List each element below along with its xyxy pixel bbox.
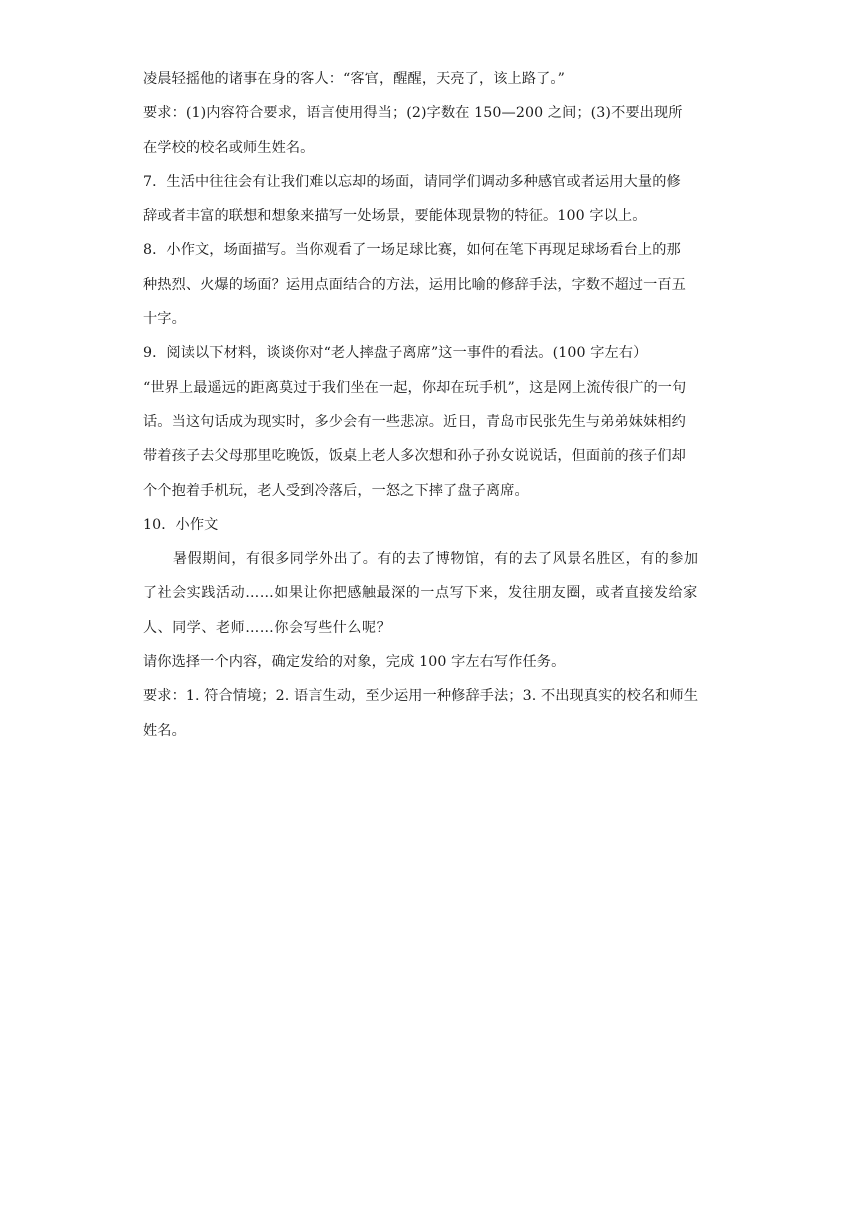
document-body	[143, 62, 723, 748]
material-line: 带着孩子去父母那里吃晚饭，饭桌上老人多次想和孙子孙女说说话，但面前的孩子们却	[143, 448, 686, 465]
text-line: 辞或者丰富的联想和想象来描写一处场景，要能体现景物的特征。100 字以上。	[143, 208, 647, 225]
question-7-line: 7．生活中往往会有让我们难以忘却的场面，请同学们调动多种感官或者运用大量的修	[143, 173, 681, 190]
requirement-line: 要求：1. 符合情境；2. 语言生动，至少运用一种修辞手法；3. 不出现真实的校名和师生	[143, 688, 699, 705]
text-line: 凌晨轻摇他的诸事在身的客人：“客官，醒醒，天亮了，该上路了。”	[143, 71, 565, 87]
task-line: 请你选择一个内容，确定发给的对象，完成 100 字左右写作任务。	[143, 654, 566, 671]
material-line: 个个抱着手机玩，老人受到冷落后，一怒之下摔了盘子离席。	[143, 482, 529, 499]
text-line: 种热烈、火爆的场面？运用点面结合的方法，运用比喻的修辞手法，字数不超过一百五	[143, 276, 686, 293]
question-9-line: 9．阅读以下材料，谈谈你对“老人摔盘子离席”这一事件的看法。(100 字左右）	[143, 345, 648, 362]
requirement-line: 要求：(1)内容符合要求，语言使用得当；(2)字数在 150—200 之间；(3)不要出现所	[143, 105, 683, 122]
prompt-line: 了社会实践活动……如果让你把感触最深的一点写下来，发往朋友圈，或者直接发给家	[143, 585, 698, 602]
prompt-line: 人、同学、老师……你会写些什么呢？	[143, 619, 392, 636]
question-8-line: 8．小作文，场面描写。当你观看了一场足球比赛，如何在笔下再现足球场看台上的那	[143, 242, 681, 259]
material-line: 话。当这句话成为现实时，多少会有一些悲凉。近日，青岛市民张先生与弟弟妹妹相约	[143, 413, 686, 430]
text-line: 姓名。	[143, 722, 186, 739]
material-line: “世界上最遥远的距离莫过于我们坐在一起，你却在玩手机”，这是网上流传很广的一句	[143, 379, 687, 396]
text-line: 在学校的校名或师生姓名。	[143, 139, 315, 156]
question-10-line: 10．小作文	[143, 516, 219, 533]
prompt-line: 暑假期间，有很多同学外出了。有的去了博物馆，有的去了风景名胜区，有的参加	[173, 551, 699, 568]
text-line: 十字。	[143, 311, 186, 328]
